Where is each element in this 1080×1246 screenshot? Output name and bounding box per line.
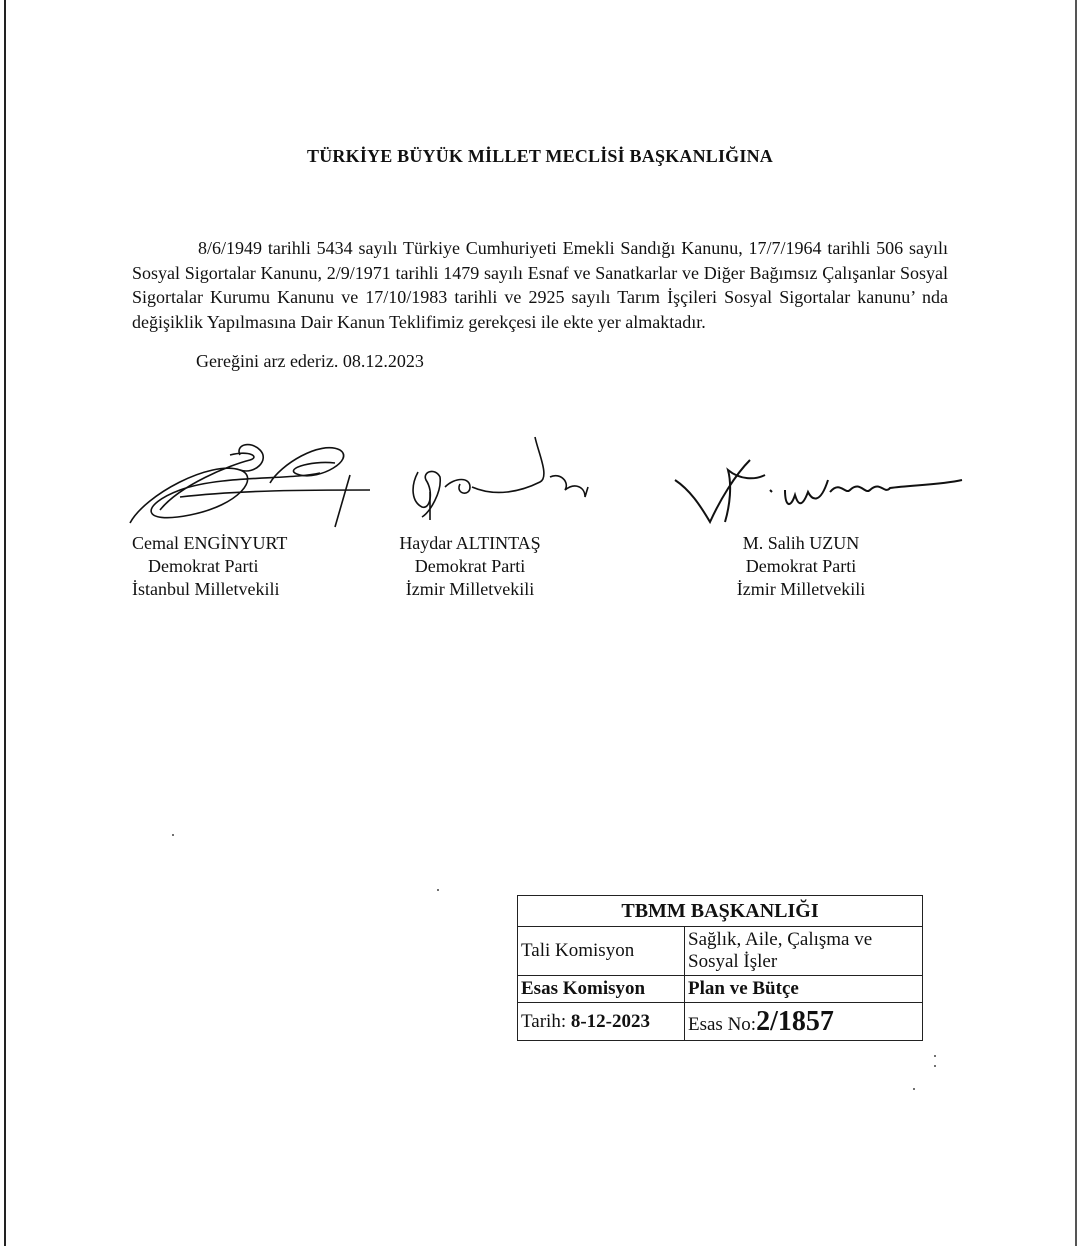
stamp-tali-value-line1: Sağlık, Aile, Çalışma ve <box>688 929 873 950</box>
stamp-esas-label: Esas Komisyon <box>518 976 685 1003</box>
stamp-tarih-value: 8-12-2023 <box>570 1010 651 1032</box>
stamp-esas-value: Plan ve Bütçe <box>685 976 923 1003</box>
signatory-name: Cemal ENGİNYURT <box>132 533 288 553</box>
stamp-esasno-label: Esas No: <box>688 1013 757 1035</box>
signatory-party: Demokrat Parti <box>414 556 526 576</box>
signatory-block-2 <box>388 532 552 601</box>
stamp-esasno-value: 2/1857 <box>756 1005 834 1037</box>
closing-line: Gereğini arz ederiz. 08.12.2023 <box>196 351 424 371</box>
stamp-esasno-cell <box>685 1003 923 1041</box>
signature-m-salih-uzun <box>670 450 970 530</box>
signatory-block-1 <box>132 532 287 601</box>
scan-speck <box>913 1088 915 1090</box>
signatory-party: Demokrat Parti <box>745 556 857 576</box>
signatory-constituency: İzmir Milletvekili <box>405 579 535 599</box>
page-edge-left <box>4 0 6 1246</box>
document-body: 8/6/1949 tarihli 5434 sayılı Türkiye Cumhuriyeti Emekli Sandığı Kanunu, 17/7/1964 tarihli 506 sayılı Sosyal Sigortalar Kanunu, 2/9/1971 tarihli 1479 sayılı Esnaf ve Sanatkarlar ve Diğer Bağımsız Çalışanlar Sosyal Sigortalar Kurumu Kanunu ve 17/10/1983 tarihli ve 2925 sayılı Tarım İşçileri Sosyal Sigortalar kanunu’ nda değişiklik Yapılmasına Dair Kanun Teklifimiz gerekçesi ile ekte yer almaktadır. <box>132 238 948 332</box>
signatory-party: Demokrat Parti <box>148 556 259 576</box>
stamp-tali-value <box>685 927 923 976</box>
scan-speck <box>934 1065 936 1067</box>
page-edge-right <box>1075 0 1077 1246</box>
signature-cemal-enginyurt <box>120 435 380 535</box>
stamp-tarih-label: Tarih: <box>521 1010 571 1032</box>
tbmm-registry-stamp <box>517 895 923 1041</box>
signatory-constituency: İzmir Milletvekili <box>736 579 866 599</box>
scan-speck <box>172 834 174 836</box>
signatory-name: Haydar ALTINTAŞ <box>399 533 541 553</box>
signatory-constituency: İstanbul Milletvekili <box>132 579 280 599</box>
stamp-tarih-cell <box>518 1003 685 1041</box>
signatory-block-3 <box>718 532 884 601</box>
stamp-header: TBMM BAŞKANLIĞI <box>518 896 923 927</box>
scan-speck <box>437 889 439 891</box>
stamp-tali-value-line2: Sosyal İşler <box>688 951 778 972</box>
scan-speck <box>934 1055 936 1057</box>
signature-haydar-altintas <box>400 432 600 522</box>
stamp-tali-label: Tali Komisyon <box>518 927 685 976</box>
signatory-name: M. Salih UZUN <box>742 533 860 553</box>
document-title: TÜRKİYE BÜYÜK MİLLET MECLİSİ BAŞKANLIĞINA <box>307 146 773 166</box>
